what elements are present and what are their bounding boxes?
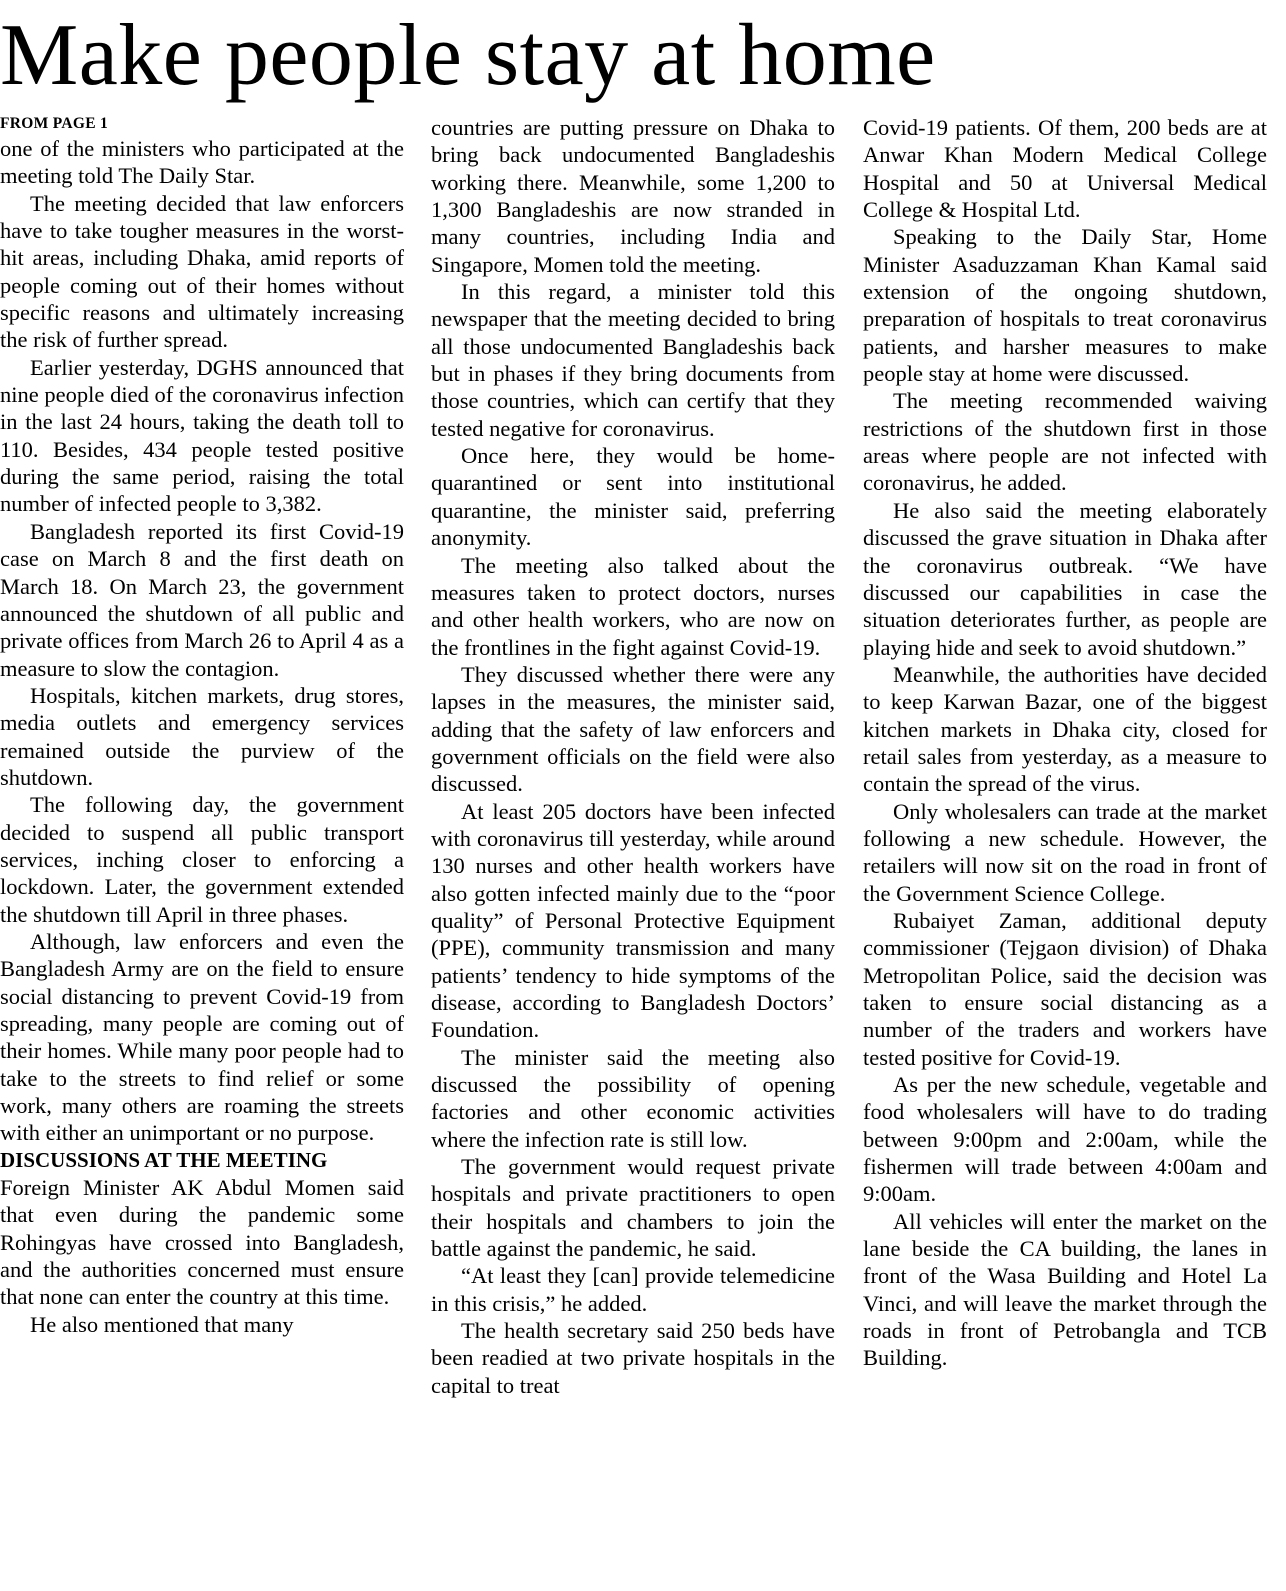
section-subhead: DISCUSSIONS AT THE MEETING bbox=[0, 1147, 328, 1172]
paragraph: Earlier yesterday, DGHS announced that nine people died of the coronavirus infection in the last 24 hours, taking the death toll to 110. Besides, 434 people tested positive during the same period, raising the total number of infected people to 3,382. bbox=[0, 354, 404, 517]
paragraph: “At least they [can] provide telemedicine in this crisis,” he added. bbox=[431, 1263, 835, 1316]
paragraph: He also said the meeting elaborately discussed the grave situation in Dhaka after the coronavirus outbreak. “We have discussed our capabilities in case the situation deteriorates further, as people are playing hide and seek to avoid shutdown.” bbox=[863, 497, 1267, 660]
paragraph: Although, law enforcers and even the Bangladesh Army are on the field to ensure social distancing to prevent Covid-19 from spreading, many people are coming out of their homes. While many poor people had to take to the streets to find relief or some work, many others are roaming the streets with either an unimportant or no purpose. bbox=[0, 928, 404, 1146]
paragraph: They discussed whether there were any lapses in the measures, the minister said, adding that the safety of law enforcers and government officials on the field were also discussed. bbox=[431, 661, 835, 797]
article-column-1 bbox=[0, 114, 404, 1589]
paragraph: The meeting decided that law enforcers have to take tougher measures in the worst-hit areas, including Dhaka, amid reports of people coming out of their homes without specific reasons and ultimately increasing the risk of further spread. bbox=[0, 190, 404, 353]
article-column-3 bbox=[863, 114, 1267, 1589]
paragraph: Covid-19 patients. Of them, 200 beds are at Anwar Khan Modern Medical College Hospital and 50 at Universal Medical College & Hospital Ltd. bbox=[863, 115, 1267, 223]
paragraph: In this regard, a minister told this newspaper that the meeting decided to bring all those undocumented Bangladeshis back but in phases if they bring documents from those countries, which can certify that they tested negative for coronavirus. bbox=[431, 279, 835, 441]
paragraph: The government would request private hospitals and private practitioners to open their hospitals and chambers to join the battle against the pandemic, he said. bbox=[431, 1154, 835, 1262]
paragraph: Only wholesalers can trade at the market following a new schedule. However, the retailers will now sit on the road in front of the Government Science College. bbox=[863, 798, 1267, 906]
paragraph: The minister said the meeting also discussed the possibility of opening factories and other economic activities where the infection rate is still low. bbox=[431, 1044, 835, 1152]
paragraph: Hospitals, kitchen markets, drug stores, media outlets and emergency services remained outside the purview of the shutdown. bbox=[0, 682, 404, 790]
paragraph: All vehicles will enter the market on the lane beside the CA building, the lanes in front of the Wasa Building and Hotel La Vinci, and will leave the market through the roads in front of Petrobangla and TCB Building. bbox=[863, 1208, 1267, 1371]
paragraph: As per the new schedule, vegetable and food wholesalers will have to do trading between 9:00pm and 2:00am, while the fishermen will trade between 4:00am and 9:00am. bbox=[863, 1072, 1267, 1207]
paragraph: Foreign Minister AK Abdul Momen said that even during the pandemic some Rohingyas have crossed into Bangladesh, and the authorities concerned must ensure that none can enter the country at this time. bbox=[0, 1175, 404, 1310]
headline: Make people stay at home bbox=[0, 7, 936, 104]
paragraph: The meeting also talked about the measures taken to protect doctors, nurses and other health workers, who are now on the frontlines in the fight against Covid-19. bbox=[431, 552, 835, 660]
paragraph: Once here, they would be home-quarantined or sent into institutional quarantine, the minister said, preferring anonymity. bbox=[431, 443, 835, 551]
paragraph: Bangladesh reported its first Covid-19 case on March 8 and the first death on March 18. On March 23, the government announced the shutdown of all public and private offices from March 26 to April 4 as a measure to slow the contagion. bbox=[0, 518, 404, 681]
paragraph: The meeting recommended waiving restrictions of the shutdown first in those areas where people are not infected with coronavirus, he added. bbox=[863, 388, 1267, 496]
paragraph: At least 205 doctors have been infected with coronavirus till yesterday, while around 130 nurses and other health workers have also gotten infected mainly due to the “poor quality” of Personal Protective Equipment (PPE), community transmission and many patients’ tendency to hide symptoms of the disease, according to Bangladesh Doctors’ Foundation. bbox=[431, 798, 835, 1043]
paragraph: countries are putting pressure on Dhaka to bring back undocumented Bangladeshis working there. Meanwhile, some 1,200 to 1,300 Bangladeshis are now stranded in many countries, including India and Singapore, Momen told the meeting. bbox=[431, 115, 835, 277]
paragraph: He also mentioned that many bbox=[30, 1311, 294, 1337]
paragraph: Meanwhile, the authorities have decided to keep Karwan Bazar, one of the biggest kitchen markets in Dhaka city, closed for retail sales from yesterday, as a measure to contain the spread of the virus. bbox=[863, 661, 1267, 797]
paragraph: Rubaiyet Zaman, additional deputy commissioner (Tejgaon division) of Dhaka Metropolitan Police, said the decision was taken to ensure social distancing as a number of the traders and workers have tested positive for Covid-19. bbox=[863, 907, 1267, 1070]
paragraph: The following day, the government decided to suspend all public transport services, inching closer to enforcing a lockdown. Later, the government extended the shutdown till April in three phases. bbox=[0, 792, 404, 927]
article-column-2 bbox=[431, 114, 835, 1589]
paragraph: The health secretary said 250 beds have been readied at two private hospitals in the capital to treat bbox=[431, 1318, 835, 1398]
paragraph: one of the ministers who participated at the meeting told The Daily Star. bbox=[0, 136, 404, 189]
paragraph: Speaking to the Daily Star, Home Minister Asaduzzaman Khan Kamal said extension of the ongoing shutdown, preparation of hospitals to treat coronavirus patients, and harsher measures to make people stay at home were discussed. bbox=[863, 224, 1267, 387]
jump-label: FROM PAGE 1 bbox=[0, 115, 109, 132]
